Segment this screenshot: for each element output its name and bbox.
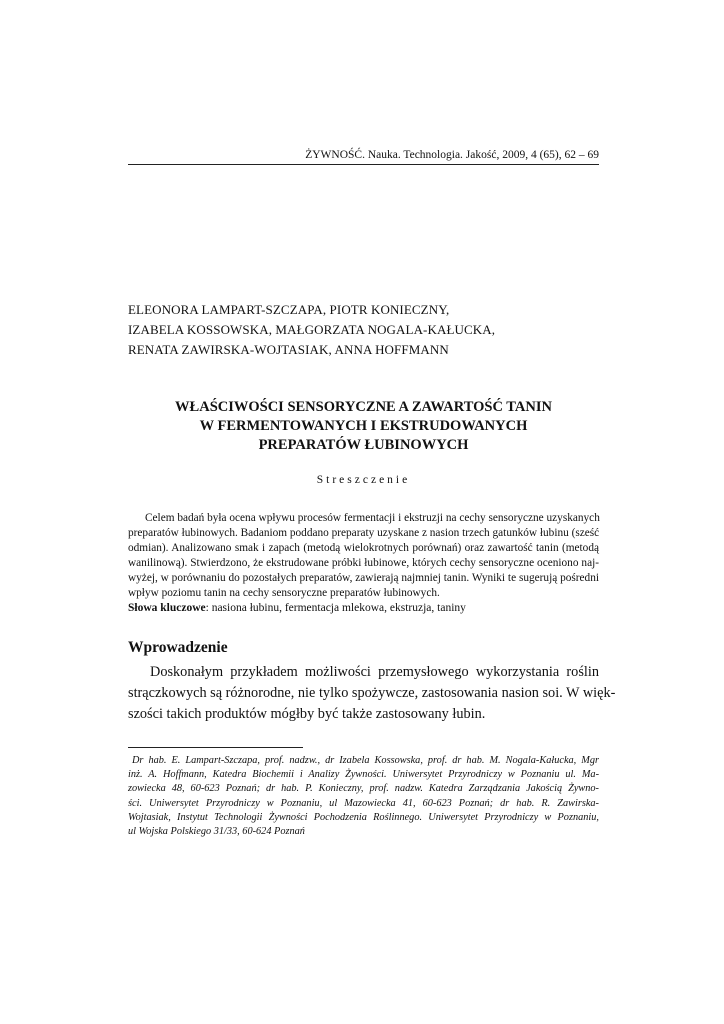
author-line: IZABELA KOSSOWSKA, MAŁGORZATA NOGALA-KAŁUCKA, <box>128 322 496 337</box>
footnote-line: ści. Uniwersytet Przyrodniczy w Poznaniu, ul Mazowiecka 41, 60-623 Poznań; dr hab. R. Zawirska- <box>128 797 599 809</box>
abstract-line: Celem badań była ocena wpływu procesów fermentacji i ekstruzji na cechy sensoryczne uzyskanych <box>145 512 600 524</box>
article-title <box>128 398 599 455</box>
footnote-rule <box>128 747 303 748</box>
abstract-line: wanilinową). Stwierdzono, że ekstrudowane próbki łubinowe, których cechy sensoryczne oceniono naj- <box>128 557 599 569</box>
keywords-text: : nasiona łubinu, fermentacja mlekowa, ekstruzja, taniny <box>205 602 466 614</box>
abstract-line: preparatów łubinowych. Badaniom poddano preparaty uzyskane z nasion trzech gatunków łubinu (sześć <box>128 527 600 539</box>
intro-paragraph <box>128 662 616 725</box>
footnote-line: ul Wojska Polskiego 31/33, 60-624 Poznań <box>128 826 305 838</box>
footnote-line: Wojtasiak, Instytut Technologii Żywności Pochodzenia Roślinnego. Uniwersytet Przyrodniczy w Poznaniu, <box>128 811 599 823</box>
title-line: WŁAŚCIWOŚCI SENSORYCZNE A ZAWARTOŚĆ TANIN <box>175 399 552 415</box>
abstract-line: odmian). Analizowano smak i zapach (metodą wielokrotnych porównań) oraz zawartość tanin (metodą <box>128 542 599 554</box>
author-line: ELEONORA LAMPART-SZCZAPA, PIOTR KONIECZNY, <box>128 302 450 317</box>
running-head: ŻYWNOŚĆ. Nauka. Technologia. Jakość, 2009, 4 (65), 62 – 69 <box>305 149 599 161</box>
title-line: PREPARATÓW ŁUBINOWYCH <box>258 437 469 453</box>
author-list <box>128 300 599 360</box>
intro-line: Doskonałym przykładem możliwości przemysłowego wykorzystania roślin <box>150 664 599 680</box>
footnote-line: Dr hab. E. Lampart-Szczapa, prof. nadzw., dr Izabela Kossowska, prof. dr hab. M. Nogala-Kałucka, Mgr <box>132 755 599 766</box>
footnote <box>128 754 599 839</box>
footnote-line: zowiecka 48, 60-623 Poznań; dr hab. P. Konieczny, prof. nadzw. Katedra Zarządzania Jakością Żywno- <box>128 783 599 795</box>
title-line: W FERMENTOWANYCH I EKSTRUDOWANYCH <box>199 418 528 434</box>
abstract-heading: Streszczenie <box>316 474 411 486</box>
abstract-line: wyżej, w porównaniu do pozostałych preparatów, zawierają najmniej tanin. Wyniki te sugerują pośredni <box>128 572 599 584</box>
abstract-line: wpływ poziomu tanin na cechy sensoryczne preparatów łubinowych. <box>128 587 440 599</box>
footnote-line: inż. A. Hoffmann, Katedra Biochemii i Analizy Żywności. Uniwersytet Przyrodniczy w Poznaniu ul. Ma- <box>128 769 599 781</box>
author-line: RENATA ZAWIRSKA-WOJTASIAK, ANNA HOFFMANN <box>128 342 449 357</box>
section-heading: Wprowadzenie <box>128 639 228 656</box>
abstract-text <box>128 511 599 601</box>
intro-line: strączkowych są różnorodne, nie tylko spożywcze, zastosowania nasion soi. W więk- <box>128 685 616 701</box>
intro-line: szości takich produktów mógłby być także zastosowany łubin. <box>128 706 486 722</box>
keywords-label: Słowa kluczowe <box>128 602 206 614</box>
keywords <box>128 601 599 616</box>
header-rule <box>128 164 599 165</box>
